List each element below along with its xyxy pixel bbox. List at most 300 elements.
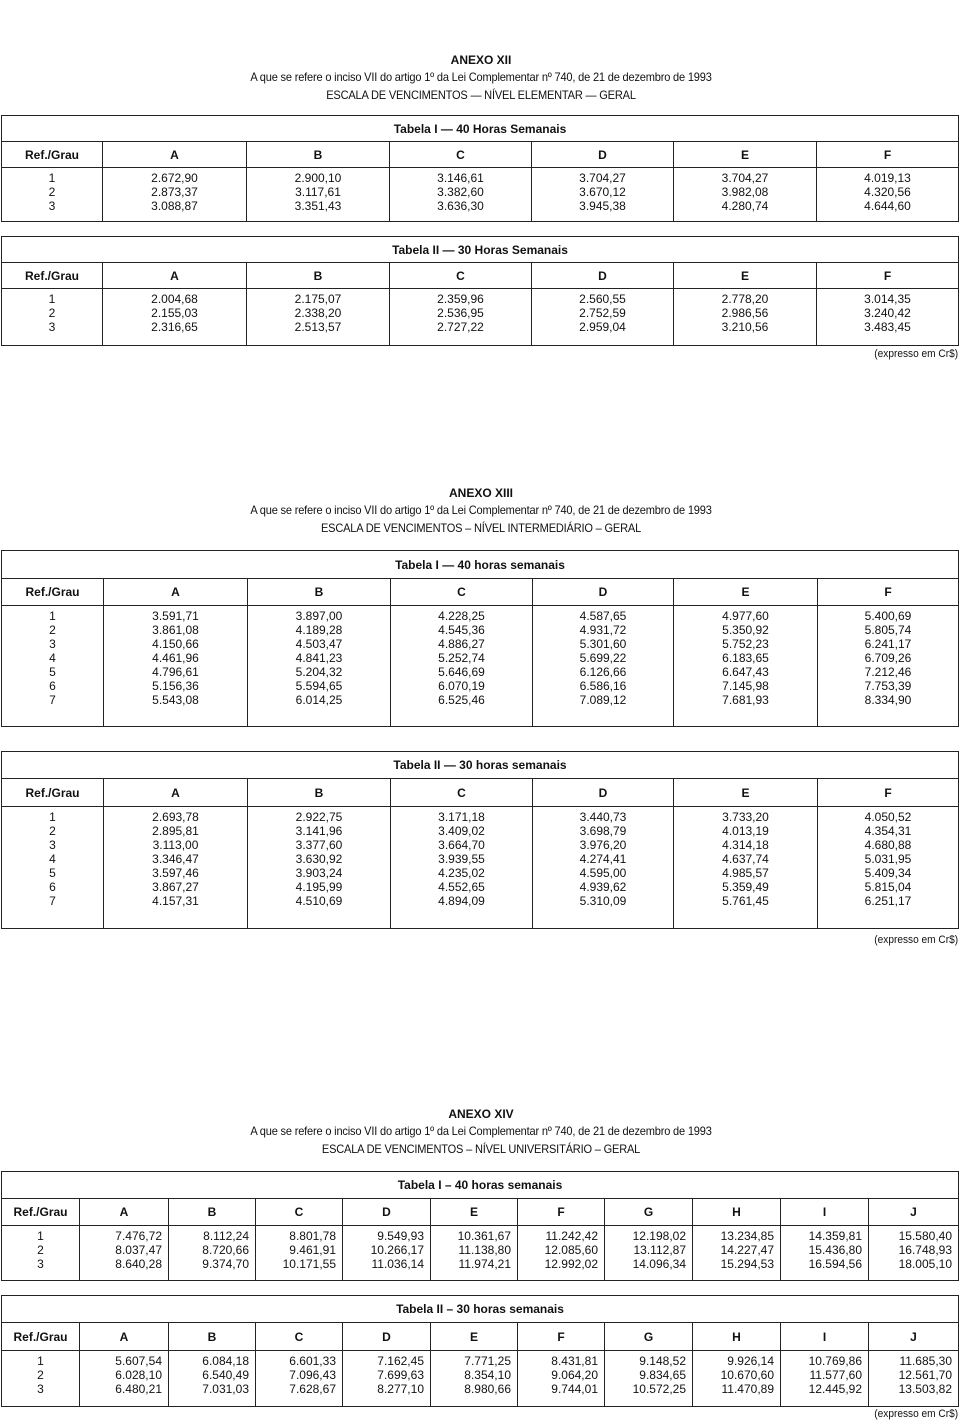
ref-value: 5 — [49, 665, 56, 679]
table-cell: 11.138,80 — [458, 1243, 511, 1257]
table-cell: 3.867,27 — [152, 880, 199, 894]
annex-13-scale: ESCALA DE VENCIMENTOS – NÍVEL INTERMEDIÁRIO – GERAL — [320, 521, 642, 535]
table-cell: 10.361,67 — [457, 1229, 511, 1243]
table-cell: 2.895,81 — [152, 824, 199, 838]
grade-column-f — [817, 289, 958, 345]
annex-13-title: ANEXO XIII — [448, 486, 513, 500]
ref-value: 4 — [49, 852, 56, 866]
grade-column-c — [256, 1351, 343, 1406]
ref-value: 2 — [48, 185, 56, 199]
table-cell: 4.595,00 — [579, 866, 627, 880]
table-cell: 8.354,10 — [464, 1368, 511, 1382]
grade-column-e — [431, 1351, 518, 1406]
grade-header-e: E — [431, 1199, 518, 1225]
grade-header-a: A — [104, 579, 248, 605]
annex-12-header — [0, 52, 962, 104]
grade-column-e — [674, 807, 818, 928]
annex-14-table-2 — [1, 1295, 959, 1407]
table-header-row — [2, 579, 958, 606]
ref-value: 1 — [48, 292, 56, 306]
grade-column-a — [103, 289, 247, 345]
grade-header-h: H — [693, 1199, 781, 1225]
grade-header-b: B — [169, 1199, 256, 1225]
table-cell: 2.900,10 — [294, 171, 342, 185]
table-cell: 10.266,17 — [370, 1243, 424, 1257]
table-cell: 7.089,12 — [579, 693, 627, 707]
table-cell: 8.431,81 — [551, 1354, 598, 1368]
grade-header-b: B — [248, 579, 391, 605]
table-cell: 4.503,47 — [295, 637, 343, 651]
ref-value: 2 — [37, 1243, 44, 1257]
grade-header-e: E — [674, 779, 818, 806]
table-cell: 9.148,52 — [639, 1354, 686, 1368]
table-cell: 4.796,61 — [152, 665, 199, 679]
table-cell: 8.334,90 — [864, 693, 912, 707]
table-cell: 5.761,45 — [722, 894, 769, 908]
grade-header-d: D — [532, 263, 674, 288]
table-cell: 2.560,55 — [579, 292, 626, 306]
grade-header-a: A — [103, 142, 247, 167]
table-cell: 7.476,72 — [115, 1229, 162, 1243]
grade-header-j: J — [910, 1329, 917, 1344]
table-caption: Tabela II — 30 Horas Semanais — [2, 237, 958, 263]
table-cell: 15.580,40 — [898, 1229, 952, 1243]
annex-13-table-2 — [1, 751, 959, 929]
grade-header-a: A — [80, 1199, 169, 1225]
annex-12-title: ANEXO XII — [450, 53, 512, 67]
grade-header-f: F — [518, 1323, 605, 1350]
grade-column-f — [518, 1351, 605, 1406]
annex-14-currency-note: (expresso em Cr$) — [874, 1408, 958, 1420]
table-cell: 5.699,22 — [579, 651, 627, 665]
grade-header-c: C — [391, 579, 533, 605]
table-cell: 4.235,02 — [438, 866, 485, 880]
table-cell: 16.748,93 — [898, 1243, 952, 1257]
table-cell: 4.019,13 — [864, 171, 911, 185]
table-cell: 6.540,49 — [202, 1368, 249, 1382]
table-cell: 3.210,56 — [721, 320, 769, 334]
table-cell: 7.145,98 — [722, 679, 769, 693]
table-cell: 5.301,60 — [579, 637, 627, 651]
table-cell: 5.607,54 — [115, 1354, 162, 1368]
table-body — [2, 807, 958, 928]
ref-value: 7 — [49, 894, 56, 908]
table-cell: 7.699,63 — [377, 1368, 424, 1382]
table-cell: 10.670,60 — [720, 1368, 774, 1382]
table-cell: 10.171,55 — [282, 1257, 336, 1271]
table-cell: 5.543,08 — [152, 693, 199, 707]
table-cell: 2.536,95 — [437, 306, 484, 320]
table-cell: 7.753,39 — [864, 679, 912, 693]
table-cell: 3.117,61 — [295, 185, 341, 199]
grade-header-d: D — [533, 779, 674, 806]
ref-grau-header: Ref./Grau — [2, 579, 104, 605]
table-header-row — [2, 1323, 958, 1351]
table-cell: 8.112,24 — [203, 1229, 249, 1243]
table-cell: 5.409,34 — [864, 866, 912, 880]
ref-grau-header: Ref./Grau — [2, 263, 103, 288]
grade-header-b: B — [169, 1323, 256, 1350]
table-cell: 3.591,71 — [152, 609, 199, 623]
table-cell: 4.587,65 — [579, 609, 627, 623]
table-cell: 7.771,25 — [464, 1354, 511, 1368]
table-cell: 4.195,99 — [295, 880, 343, 894]
ref-column — [2, 168, 103, 221]
ref-value: 3 — [48, 320, 56, 334]
table-cell: 2.359,96 — [437, 292, 484, 306]
table-cell: 6.183,65 — [722, 651, 769, 665]
grade-column-c — [256, 1226, 343, 1280]
table-cell: 14.359,81 — [808, 1229, 862, 1243]
table-cell: 4.886,27 — [438, 637, 485, 651]
table-cell: 2.175,07 — [294, 292, 342, 306]
table-cell: 16.594,56 — [808, 1257, 862, 1271]
table-cell: 3.346,47 — [152, 852, 199, 866]
annex-12-table-2 — [1, 236, 959, 346]
table-cell: 2.513,57 — [294, 320, 342, 334]
table-cell: 5.400,69 — [864, 609, 912, 623]
grade-column-b — [169, 1351, 256, 1406]
grade-column-g — [605, 1351, 693, 1406]
table-cell: 3.903,24 — [295, 866, 343, 880]
grade-header-a: A — [104, 779, 248, 806]
table-cell: 3.014,35 — [864, 292, 911, 306]
table-cell: 9.744,01 — [551, 1382, 598, 1396]
grade-header-g: G — [605, 1199, 693, 1225]
table-cell: 3.113,00 — [152, 838, 199, 852]
grade-column-f — [818, 807, 958, 928]
grade-column-c — [391, 606, 533, 726]
table-cell: 3.630,92 — [295, 852, 343, 866]
grade-column-d — [533, 606, 674, 726]
table-cell: 4.931,72 — [579, 623, 627, 637]
table-cell: 14.227,47 — [720, 1243, 774, 1257]
grade-header-b: B — [247, 142, 390, 167]
table-cell: 8.277,10 — [377, 1382, 424, 1396]
grade-header-h: H — [693, 1323, 781, 1350]
table-cell: 4.985,57 — [722, 866, 769, 880]
table-cell: 8.980,66 — [464, 1382, 511, 1396]
table-cell: 4.354,31 — [864, 824, 912, 838]
ref-value: 7 — [49, 693, 56, 707]
table-cell: 2.959,04 — [579, 320, 626, 334]
ref-value: 3 — [37, 1257, 44, 1271]
table-cell: 3.240,42 — [864, 306, 911, 320]
table-cell: 4.461,96 — [152, 651, 199, 665]
table-cell: 8.720,66 — [202, 1243, 249, 1257]
grade-column-c — [390, 289, 532, 345]
ref-column — [2, 1351, 80, 1406]
ref-grau-header: Ref./Grau — [2, 142, 103, 167]
table-cell: 3.664,70 — [438, 838, 485, 852]
grade-column-i — [781, 1226, 869, 1280]
grade-header-c: C — [390, 263, 532, 288]
table-cell: 9.834,65 — [639, 1368, 686, 1382]
grade-header-b: B — [247, 263, 390, 288]
table-cell: 8.037,47 — [115, 1243, 162, 1257]
table-cell: 4.157,31 — [152, 894, 199, 908]
grade-header-c: C — [391, 779, 533, 806]
table-cell: 4.050,52 — [864, 810, 912, 824]
table-cell: 3.670,12 — [579, 185, 626, 199]
table-cell: 7.681,93 — [722, 693, 769, 707]
grade-header-f: F — [884, 785, 892, 800]
table-cell: 5.359,49 — [722, 880, 769, 894]
grade-column-d — [532, 289, 674, 345]
table-cell: 4.510,69 — [295, 894, 343, 908]
grade-header-i: I — [781, 1323, 869, 1350]
table-cell: 13.503,82 — [898, 1382, 952, 1396]
annex-14-scale: ESCALA DE VENCIMENTOS – NÍVEL UNIVERSITÁRIO – GERAL — [321, 1142, 641, 1156]
ref-column — [2, 606, 104, 726]
table-body — [2, 168, 958, 221]
table-cell: 3.382,60 — [437, 185, 484, 199]
grade-header-a: A — [103, 263, 247, 288]
grade-column-d — [343, 1226, 431, 1280]
table-cell: 3.704,27 — [721, 171, 769, 185]
table-cell: 7.096,43 — [289, 1368, 336, 1382]
table-cell: 5.815,04 — [864, 880, 912, 894]
ref-value: 1 — [37, 1229, 44, 1243]
table-cell: 9.064,20 — [551, 1368, 598, 1382]
grade-column-f — [818, 606, 958, 726]
table-cell: 2.693,78 — [152, 810, 199, 824]
table-cell: 7.212,46 — [864, 665, 912, 679]
table-cell: 8.640,28 — [115, 1257, 162, 1271]
table-cell: 4.274,41 — [579, 852, 627, 866]
grade-column-d — [533, 807, 674, 928]
table-cell: 10.572,25 — [632, 1382, 686, 1396]
table-cell: 4.314,18 — [722, 838, 769, 852]
ref-value: 1 — [49, 810, 56, 824]
table-cell: 6.709,26 — [864, 651, 912, 665]
grade-column-a — [104, 606, 248, 726]
table-body — [2, 289, 958, 345]
grade-column-c — [391, 807, 533, 928]
grade-header-d: D — [533, 579, 674, 605]
table-cell: 4.680,88 — [864, 838, 912, 852]
table-cell: 11.242,42 — [545, 1229, 598, 1243]
table-cell: 13.112,87 — [633, 1243, 686, 1257]
table-cell: 4.552,65 — [438, 880, 485, 894]
annex-14-title: ANEXO XIV — [448, 1107, 514, 1121]
table-cell: 2.316,65 — [151, 320, 198, 334]
table-cell: 10.769,86 — [808, 1354, 862, 1368]
table-cell: 9.926,14 — [727, 1354, 774, 1368]
table-cell: 8.801,78 — [289, 1229, 336, 1243]
table-cell: 4.228,25 — [438, 609, 485, 623]
ref-column — [2, 289, 103, 345]
table-cell: 3.351,43 — [294, 199, 342, 213]
table-cell: 6.241,17 — [864, 637, 912, 651]
table-cell: 2.922,75 — [295, 810, 343, 824]
table-cell: 13.234,85 — [720, 1229, 774, 1243]
grade-column-e — [674, 289, 817, 345]
table-cell: 2.873,37 — [151, 185, 198, 199]
grade-header-e: E — [674, 263, 817, 288]
table-cell: 4.644,60 — [864, 199, 911, 213]
table-cell: 5.594,65 — [295, 679, 343, 693]
annex-12-reference: A que se refere o inciso VII do artigo 1º da Lei Complementar nº 740, de 21 de dezembro de 1993 — [250, 70, 712, 84]
grade-column-e — [674, 606, 818, 726]
table-caption: Tabela II – 30 horas semanais — [2, 1296, 958, 1323]
table-cell: 2.778,20 — [721, 292, 769, 306]
table-cell: 3.861,08 — [152, 623, 199, 637]
annex-13-header — [0, 485, 962, 537]
table-cell: 9.374,70 — [202, 1257, 249, 1271]
table-cell: 6.586,16 — [579, 679, 627, 693]
table-cell: 11.685,30 — [899, 1354, 952, 1368]
table-caption: Tabela I — 40 Horas Semanais — [2, 116, 958, 142]
table-cell: 4.545,36 — [438, 623, 485, 637]
table-cell: 9.549,93 — [377, 1229, 424, 1243]
grade-header-c: C — [390, 142, 532, 167]
grade-header-a: A — [80, 1323, 169, 1350]
grade-column-b — [248, 606, 391, 726]
grade-column-j — [869, 1226, 958, 1280]
table-cell: 3.409,02 — [438, 824, 485, 838]
ref-value: 6 — [49, 679, 56, 693]
table-cell: 3.088,87 — [151, 199, 198, 213]
grade-column-f — [817, 168, 958, 221]
table-cell: 6.014,25 — [295, 693, 343, 707]
grade-header-f: F — [518, 1199, 605, 1225]
table-cell: 4.841,23 — [295, 651, 343, 665]
table-cell: 18.005,10 — [898, 1257, 952, 1271]
table-cell: 9.461,91 — [289, 1243, 336, 1257]
table-cell: 5.350,92 — [722, 623, 769, 637]
table-cell: 5.252,74 — [438, 651, 485, 665]
table-cell: 7.628,67 — [289, 1382, 336, 1396]
table-cell: 4.013,19 — [722, 824, 769, 838]
table-cell: 3.377,60 — [295, 838, 343, 852]
table-cell: 2.155,03 — [151, 306, 198, 320]
table-cell: 5.156,36 — [152, 679, 199, 693]
table-cell: 12.561,70 — [898, 1368, 952, 1382]
annex-13-reference: A que se refere o inciso VII do artigo 1º da Lei Complementar nº 740, de 21 de dezembro de 1993 — [250, 503, 712, 517]
table-cell: 12.198,02 — [632, 1229, 686, 1243]
table-cell: 12.445,92 — [808, 1382, 862, 1396]
ref-value: 3 — [49, 637, 56, 651]
grade-header-d: D — [343, 1199, 431, 1225]
grade-column-a — [80, 1226, 169, 1280]
grade-column-h — [693, 1351, 781, 1406]
ref-value: 1 — [37, 1354, 44, 1368]
table-cell: 11.036,14 — [371, 1257, 424, 1271]
table-header-row — [2, 1199, 958, 1226]
table-cell: 6.480,21 — [115, 1382, 162, 1396]
table-cell: 6.084,18 — [202, 1354, 249, 1368]
grade-column-b — [247, 289, 390, 345]
table-cell: 4.977,60 — [722, 609, 769, 623]
table-cell: 3.597,46 — [152, 866, 199, 880]
table-cell: 3.483,45 — [864, 320, 911, 334]
table-header-row — [2, 779, 958, 807]
table-caption: Tabela II — 30 horas semanais — [2, 752, 958, 779]
grade-column-i — [781, 1351, 869, 1406]
ref-grau-header: Ref./Grau — [2, 779, 104, 806]
grade-column-c — [390, 168, 532, 221]
grade-column-h — [693, 1226, 781, 1280]
ref-value: 4 — [49, 651, 56, 665]
table-cell: 15.294,53 — [720, 1257, 774, 1271]
grade-column-a — [103, 168, 247, 221]
grade-header-f: F — [884, 585, 892, 599]
table-caption: Tabela I — 40 horas semanais — [2, 551, 958, 579]
grade-column-d — [532, 168, 674, 221]
table-body — [2, 1226, 958, 1280]
table-cell: 3.939,55 — [438, 852, 485, 866]
ref-value: 1 — [49, 609, 56, 623]
ref-value: 2 — [49, 824, 56, 838]
grade-header-e: E — [431, 1323, 518, 1350]
table-cell: 3.897,00 — [295, 609, 343, 623]
grade-column-b — [169, 1226, 256, 1280]
grade-header-f: F — [883, 268, 892, 283]
table-cell: 2.338,20 — [294, 306, 342, 320]
table-cell: 3.146,61 — [437, 171, 484, 185]
annex-14-reference: A que se refere o inciso VII do artigo 1º da Lei Complementar nº 740, de 21 de dezembro de 1993 — [250, 1124, 712, 1138]
table-cell: 4.939,62 — [579, 880, 627, 894]
table-cell: 4.189,28 — [295, 623, 343, 637]
table-cell: 3.976,20 — [579, 838, 627, 852]
ref-value: 2 — [48, 306, 56, 320]
grade-header-d: D — [343, 1323, 431, 1350]
table-cell: 14.096,34 — [632, 1257, 686, 1271]
ref-column — [2, 807, 104, 928]
ref-value: 6 — [49, 880, 56, 894]
ref-value: 2 — [37, 1368, 44, 1382]
table-cell: 3.698,79 — [579, 824, 627, 838]
table-cell: 6.647,43 — [722, 665, 769, 679]
table-cell: 3.636,30 — [437, 199, 484, 213]
table-cell: 4.280,74 — [721, 199, 769, 213]
grade-header-c: C — [256, 1323, 343, 1350]
table-cell: 6.126,66 — [579, 665, 627, 679]
table-body — [2, 606, 958, 726]
table-cell: 3.982,08 — [721, 185, 769, 199]
table-cell: 5.805,74 — [864, 623, 912, 637]
table-cell: 2.986,56 — [721, 306, 769, 320]
table-cell: 11.974,21 — [458, 1257, 511, 1271]
table-cell: 3.141,96 — [295, 824, 343, 838]
table-cell: 4.150,66 — [152, 637, 199, 651]
table-body — [2, 1351, 958, 1406]
table-caption: Tabela I – 40 horas semanais — [2, 1172, 958, 1199]
table-cell: 12.085,60 — [544, 1243, 598, 1257]
ref-value: 3 — [48, 199, 56, 213]
annex-12-scale: ESCALA DE VENCIMENTOS — NÍVEL ELEMENTAR — GERAL — [326, 88, 636, 102]
grade-column-f — [518, 1226, 605, 1280]
grade-column-b — [248, 807, 391, 928]
grade-header-b: B — [248, 779, 391, 806]
annex-13-table-1 — [1, 550, 959, 727]
table-cell: 3.733,20 — [722, 810, 769, 824]
table-cell: 5.031,95 — [864, 852, 912, 866]
grade-column-a — [80, 1351, 169, 1406]
table-cell: 4.320,56 — [864, 185, 911, 199]
ref-column — [2, 1226, 80, 1280]
table-cell: 6.601,33 — [289, 1354, 336, 1368]
ref-value: 1 — [48, 171, 56, 185]
table-cell: 3.440,73 — [579, 810, 627, 824]
table-cell: 2.752,59 — [579, 306, 626, 320]
grade-header-e: E — [674, 579, 818, 605]
table-cell: 6.028,10 — [115, 1368, 162, 1382]
grade-column-b — [247, 168, 390, 221]
grade-column-e — [431, 1226, 518, 1280]
annex-14-header — [0, 1106, 962, 1158]
